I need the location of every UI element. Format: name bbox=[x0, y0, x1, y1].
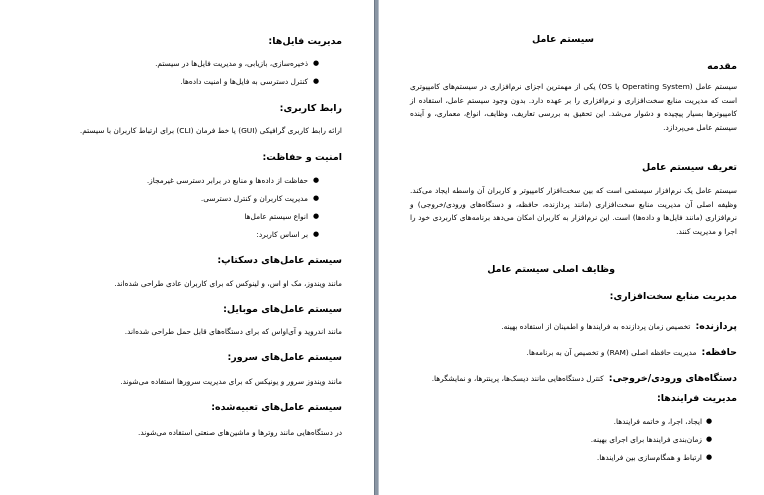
bullet-icon: ● bbox=[313, 77, 320, 85]
embedded-text: در دستگاه‌هایی مانند روترها و ماشین‌های صنعتی استفاده می‌شوند. bbox=[137, 428, 342, 437]
document-page-right bbox=[379, 0, 764, 495]
heading-mobile-os: سیستم عامل‌های موبایل: bbox=[223, 304, 342, 315]
definition-paragraph: سیستم عامل یک نرم‌افزار سیستمی است که بین سخت‌افزار کامپیوتر و کاربران آن واسطه ایجاد می‌کند. وظیفه اصلی آن مدیریت منابع سخت‌افزاری (مانند پردازنده، حافظه، و دستگاه‌های ورودی/خروجی) و نرم‌افزاری (مانند فایل‌ها و داده‌ها) است. این نرم‌افزار به کاربران امکان می‌دهد برنامه‌های کاربردی خود را اجرا و مدیریت کنند. bbox=[410, 186, 737, 236]
list-item: ذخیره‌سازی، بازیابی، و مدیریت فایل‌ها در سیستم. bbox=[155, 59, 308, 68]
heading-hardware-management: مدیریت منابع سخت‌افزاری: bbox=[609, 291, 737, 302]
heading-security: امنیت و حفاظت: bbox=[262, 152, 342, 163]
page-title: سیستم عامل bbox=[532, 34, 594, 45]
heading-process-management: مدیریت فرایندها: bbox=[656, 393, 737, 404]
list-item: بر اساس کاربرد: bbox=[256, 230, 308, 239]
heading-embedded-os: سیستم عامل‌های تعبیه‌شده: bbox=[211, 402, 342, 413]
bullet-icon: ● bbox=[313, 194, 320, 202]
heading-server-os: سیستم عامل‌های سرور: bbox=[227, 352, 342, 363]
bullet-icon: ● bbox=[313, 212, 320, 220]
bullet-icon: ● bbox=[706, 453, 713, 461]
bullet-icon: ● bbox=[313, 59, 320, 67]
document-page-left bbox=[0, 0, 374, 495]
ui-text: ارائه رابط کاربری گرافیکی (GUI) یا خط فرمان (CLI) برای ارتباط کاربران با سیستم. bbox=[79, 126, 342, 135]
heading-introduction: مقدمه bbox=[707, 61, 737, 72]
io-text: کنترل دستگاه‌هایی مانند دیسک‌ها، پرینترها، و نمایشگرها. bbox=[431, 374, 604, 383]
processor-label: پردازنده: bbox=[695, 321, 737, 332]
list-item: زمان‌بندی فرایندها برای اجرای بهینه. bbox=[590, 435, 702, 444]
bullet-icon: ● bbox=[313, 230, 320, 238]
heading-user-interface: رابط کاربری: bbox=[279, 103, 342, 114]
mobile-text: مانند اندروید و آی‌او‌اس که برای دستگاه‌های قابل حمل طراحی شده‌اند. bbox=[124, 327, 342, 336]
heading-desktop-os: سیستم عامل‌های دسکتاپ: bbox=[217, 255, 342, 266]
memory-line bbox=[527, 340, 737, 359]
list-item: کنترل دسترسی به فایل‌ها و امنیت داده‌ها. bbox=[180, 77, 308, 86]
bullet-icon: ● bbox=[706, 417, 713, 425]
list-item: ایجاد، اجرا، و خاتمه فرایندها. bbox=[613, 417, 702, 426]
processor-line bbox=[501, 314, 737, 333]
bullet-icon: ● bbox=[706, 435, 713, 443]
list-item: ارتباط و همگام‌سازی بین فرایندها. bbox=[596, 453, 702, 462]
memory-text: مدیریت حافظه اصلی (RAM) و تخصیص آن به برنامه‌ها. bbox=[526, 348, 697, 357]
heading-main-functions: وظایف اصلی سیستم عامل bbox=[487, 264, 615, 275]
list-item: مدیریت کاربران و کنترل دسترسی. bbox=[200, 194, 308, 203]
processor-text: تخصیص زمان پردازنده به فرایندها و اطمینان از استفاده بهینه. bbox=[501, 322, 691, 331]
list-item: انواع سیستم عامل‌ها bbox=[244, 212, 308, 221]
desktop-text: مانند ویندوز، مک او اس، و لینوکس که برای کاربران عادی طراحی شده‌اند. bbox=[114, 279, 342, 288]
heading-file-management: مدیریت فایل‌ها: bbox=[268, 36, 342, 47]
io-label: دستگاه‌های ورودی/خروجی: bbox=[608, 373, 737, 384]
heading-definition: تعریف سیستم عامل bbox=[642, 162, 737, 173]
bullet-icon: ● bbox=[313, 176, 320, 184]
intro-paragraph: سیستم عامل (Operating System یا OS) یکی از مهمترین اجزای نرم‌افزاری در سیستم‌های کامپیوتری است که مدیریت منابع سخت‌افزاری و نرم‌افزاری را بر عهده دارد. بدون وجود سیستم عامل، استفاده از کامپیوترها بسیار پیچیده و دشوار می‌شد. این تحقیق به بررسی تعاریف، وظایف، انواع، معماری، و آینده سیستم عامل می‌پردازد. bbox=[410, 82, 738, 132]
io-line bbox=[432, 366, 737, 385]
memory-label: حافظه: bbox=[701, 347, 737, 358]
server-text: مانند ویندوز سرور و یونیکس که برای مدیریت سرورها استفاده می‌شوند. bbox=[120, 377, 342, 386]
list-item: حفاظت از داده‌ها و منابع در برابر دسترسی غیرمجاز. bbox=[146, 176, 308, 185]
